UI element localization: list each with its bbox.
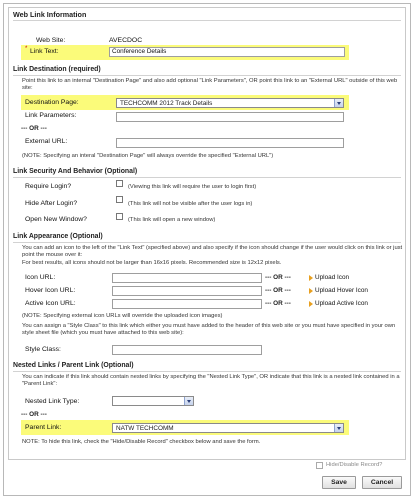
hide-after-login-label: Hide After Login?	[25, 200, 78, 207]
style-class-input[interactable]	[112, 345, 262, 355]
website-label: Web Site:	[36, 37, 66, 44]
section-link-destination: Link Destination (required)	[13, 66, 401, 76]
link-text-input[interactable]: Conference Details	[109, 47, 345, 57]
require-login-checkbox[interactable]	[116, 180, 123, 187]
chevron-down-icon[interactable]	[184, 397, 193, 405]
hover-icon-url-input[interactable]	[112, 286, 262, 296]
external-url-input[interactable]	[116, 138, 344, 148]
or-divider: --- OR ---	[21, 411, 47, 418]
nested-link-type-label: Nested Link Type:	[25, 398, 80, 405]
destination-page-label: Destination Page:	[25, 99, 79, 106]
section-link-appearance: Link Appearance (Optional)	[13, 233, 401, 243]
destination-page-value: TECHCOMM 2012 Track Details	[120, 100, 213, 107]
link-parameters-label: Link Parameters:	[25, 112, 77, 119]
appearance-note-2: For best results, all icons should not be larger than 16x16 pixels. Recommended size is 12x12 pixels.	[22, 260, 282, 266]
panel-title: Web Link Information	[13, 10, 87, 19]
section-nested-links: Nested Links / Parent Link (Optional)	[13, 362, 401, 372]
hide-after-login-checkbox[interactable]	[116, 196, 123, 203]
or-divider: --- OR ---	[265, 287, 291, 294]
divider	[13, 20, 401, 21]
link-text-label: Link Text:	[30, 48, 59, 55]
required-asterisk: *	[25, 46, 28, 52]
web-link-panel	[8, 7, 406, 460]
hide-disable-label: Hide/Disable Record?	[326, 462, 383, 468]
icon-note: (NOTE: Specifying external icon URLs will override the uploaded icon images)	[22, 313, 223, 319]
external-url-label: External URL:	[25, 138, 68, 145]
style-class-note: You can assign a "Style Class" to this link which either you must have added to the header of this web site or you must have specified in your own style sheet file (which you must have attached to this web site):	[22, 323, 396, 337]
open-new-window-checkbox[interactable]	[116, 213, 123, 220]
form-frame	[3, 3, 411, 496]
upload-icon	[309, 301, 313, 307]
parent-link-select[interactable]	[112, 423, 344, 433]
or-divider: --- OR ---	[265, 300, 291, 307]
destination-footnote: (NOTE: Specifying an interal "Destination Page" will always override the specified "External URL")	[22, 153, 274, 159]
hover-icon-url-label: Hover Icon URL:	[25, 287, 76, 294]
cancel-button[interactable]: Cancel	[362, 476, 402, 489]
style-class-label: Style Class:	[25, 346, 61, 353]
save-button[interactable]: Save	[322, 476, 356, 489]
icon-url-label: Icon URL:	[25, 274, 56, 281]
nested-note: You can indicate if this link should contain nested links by specifying the "Nested Link Type", OR indicate that this link is a nested link contained in a "Parent Link":	[22, 374, 400, 388]
open-new-window-label: Open New Window?	[25, 216, 87, 223]
hide-note: NOTE: To hide this link, check the "Hide/Disable Record" checkbox below and save the form.	[22, 439, 261, 445]
active-icon-url-label: Active Icon URL:	[25, 300, 76, 307]
require-login-label: Require Login?	[25, 183, 72, 190]
chevron-down-icon[interactable]	[334, 99, 343, 107]
upload-active-icon-link[interactable]: Upload Active Icon	[315, 300, 368, 307]
destination-note: Point this link to an internal "Destination Page" and also add optional "Link Parameters", OR point this link to an "External URL" outside of this web site:	[22, 78, 398, 92]
appearance-note: You can add an icon to the left of the "Link Text" (specified above) and also specify if the icon should change if the user would click on this link or just point the mouse over it:	[22, 245, 403, 259]
upload-icon	[309, 275, 313, 281]
require-login-hint: (Viewing this link will require the user to login first)	[128, 184, 257, 190]
active-icon-url-input[interactable]	[112, 299, 262, 309]
open-new-window-hint: (This link will open a new window)	[128, 217, 216, 223]
upload-icon	[309, 288, 313, 294]
or-divider: --- OR ---	[265, 274, 291, 281]
chevron-down-icon[interactable]	[334, 424, 343, 432]
destination-page-select[interactable]	[116, 98, 344, 108]
website-value: AVECDOC	[109, 37, 143, 44]
upload-icon-link[interactable]: Upload Icon	[315, 274, 350, 281]
icon-url-input[interactable]	[112, 273, 262, 283]
nested-link-type-select[interactable]	[112, 396, 194, 406]
section-link-security: Link Security And Behavior (Optional)	[13, 168, 401, 178]
hide-after-login-hint: (This link will not be visible after the user logs in)	[128, 201, 253, 207]
upload-hover-icon-link[interactable]: Upload Hover Icon	[315, 287, 368, 294]
parent-link-label: Parent Link:	[25, 424, 62, 431]
or-divider: --- OR ---	[21, 125, 47, 132]
hide-disable-checkbox[interactable]	[316, 462, 323, 469]
link-parameters-input[interactable]	[116, 112, 344, 122]
parent-link-value: NATW TECHCOMM	[116, 425, 174, 432]
